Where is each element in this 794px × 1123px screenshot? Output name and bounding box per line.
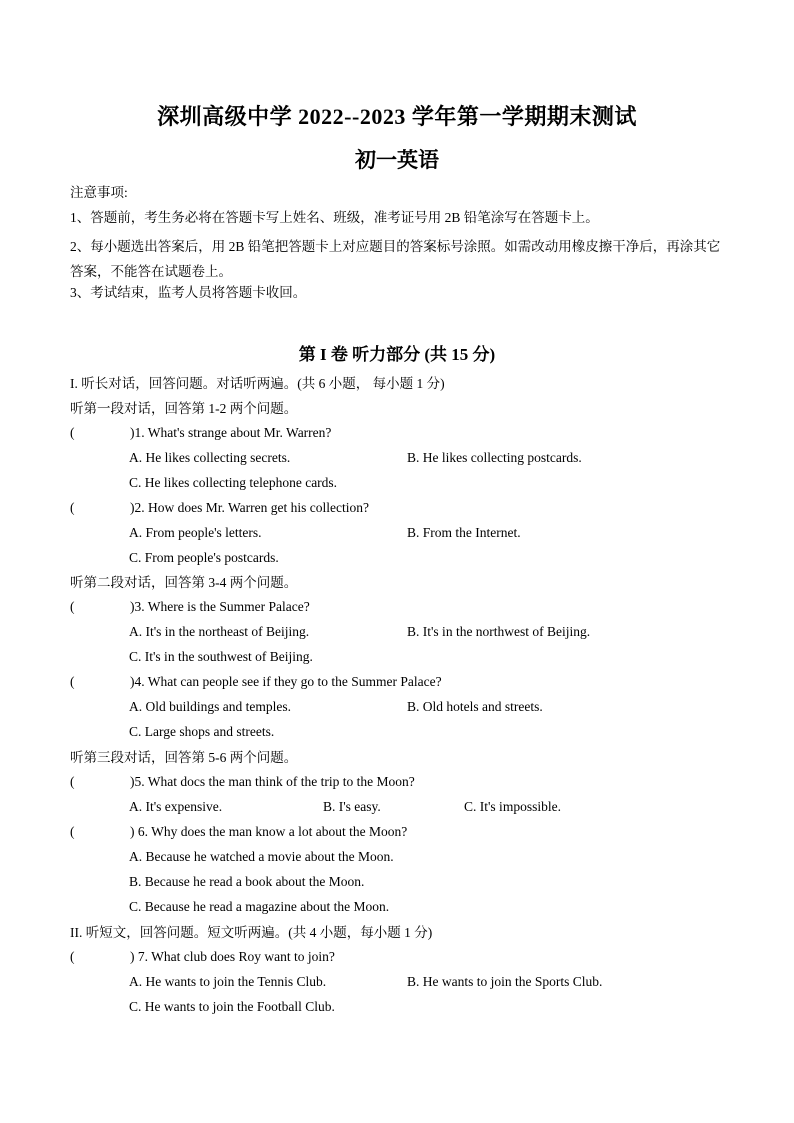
question-3	[70, 599, 310, 615]
exam-subtitle: 初一英语	[355, 148, 439, 172]
option-a: A. It's in the northeast of Beijing.	[129, 624, 310, 639]
part2-intro: II. 听短文，回答问题。短文听两遍。(共 4 小题，每小题 1 分)	[70, 925, 433, 940]
answer-blank[interactable]: (	[70, 599, 75, 614]
notice-item-2: 2、每小题选出答案后，用 2B 铅笔把答题卡上对应题目的答案标号涂照。如需改动用橡皮擦干净后，再涂其它答案，不能答在试题卷上。	[70, 239, 721, 279]
section-title: 第 I 卷 听力部分 (共 15 分)	[298, 345, 496, 364]
question-stem: ) 6. Why does the man know a lot about the Moon?	[130, 824, 408, 839]
notice-item-1: 1、答题前，考生务必将在答题卡写上姓名、班级，准考证号用 2B 铅笔涂写在答题卡上。	[70, 210, 599, 225]
answer-blank[interactable]: (	[70, 425, 75, 440]
option-c: C. He wants to join the Football Club.	[129, 999, 335, 1014]
answer-blank[interactable]: (	[70, 824, 75, 839]
exam-title: 深圳高级中学 2022--2023 学年第一学期期末测试	[157, 104, 637, 129]
notice-heading: 注意事项:	[70, 185, 128, 200]
answer-blank[interactable]: (	[70, 500, 75, 515]
option-c: C. It's impossible.	[464, 799, 561, 814]
answer-blank[interactable]: (	[70, 949, 75, 964]
question-1	[70, 425, 331, 441]
dialog2-intro: 听第二段对话，回答第 3-4 两个问题。	[70, 575, 298, 590]
question-stem: ) 7. What club does Roy want to join?	[130, 949, 335, 964]
question-5	[70, 774, 415, 790]
part1-intro: I. 听长对话，回答问题。对话听两遍。(共 6 小题， 每小题 1 分)	[70, 376, 445, 391]
dialog1-intro: 听第一段对话，回答第 1-2 两个问题。	[70, 401, 298, 416]
question-stem: )3. Where is the Summer Palace?	[130, 599, 310, 614]
option-b: B. He likes collecting postcards.	[407, 450, 582, 465]
option-b: B. Because he read a book about the Moon.	[129, 874, 365, 889]
notice-item-3: 3、考试结束，监考人员将答题卡收回。	[70, 285, 307, 300]
option-b: B. Old hotels and streets.	[407, 699, 543, 714]
option-a: A. It's expensive.	[129, 799, 223, 814]
option-a: A. From people's letters.	[129, 525, 262, 540]
option-c: C. He likes collecting telephone cards.	[129, 475, 338, 490]
answer-blank[interactable]: (	[70, 674, 75, 689]
option-b: B. It's in the northwest of Beijing.	[407, 624, 591, 639]
question-stem: )2. How does Mr. Warren get his collection?	[130, 500, 369, 515]
option-a: A. Old buildings and temples.	[129, 699, 291, 714]
question-stem: )4. What can people see if they go to the Summer Palace?	[130, 674, 442, 689]
option-a: A. He wants to join the Tennis Club.	[129, 974, 327, 989]
option-c: C. From people's postcards.	[129, 550, 279, 565]
option-c: C. Because he read a magazine about the Moon.	[129, 899, 390, 914]
option-b: B. He wants to join the Sports Club.	[407, 974, 603, 989]
option-a: A. Because he watched a movie about the Moon.	[129, 849, 394, 864]
option-a: A. He likes collecting secrets.	[129, 450, 291, 465]
question-7	[70, 949, 335, 965]
option-b: B. I's easy.	[323, 799, 381, 814]
question-stem: )5. What docs the man think of the trip to the Moon?	[130, 774, 415, 789]
question-4	[70, 674, 442, 690]
question-6	[70, 824, 407, 840]
question-2	[70, 500, 369, 516]
answer-blank[interactable]: (	[70, 774, 75, 789]
question-stem: )1. What's strange about Mr. Warren?	[130, 425, 332, 440]
option-b: B. From the Internet.	[407, 525, 521, 540]
option-c: C. Large shops and streets.	[129, 724, 275, 739]
option-c: C. It's in the southwest of Beijing.	[129, 649, 313, 664]
dialog3-intro: 听第三段对话，回答第 5-6 两个问题。	[70, 750, 298, 765]
